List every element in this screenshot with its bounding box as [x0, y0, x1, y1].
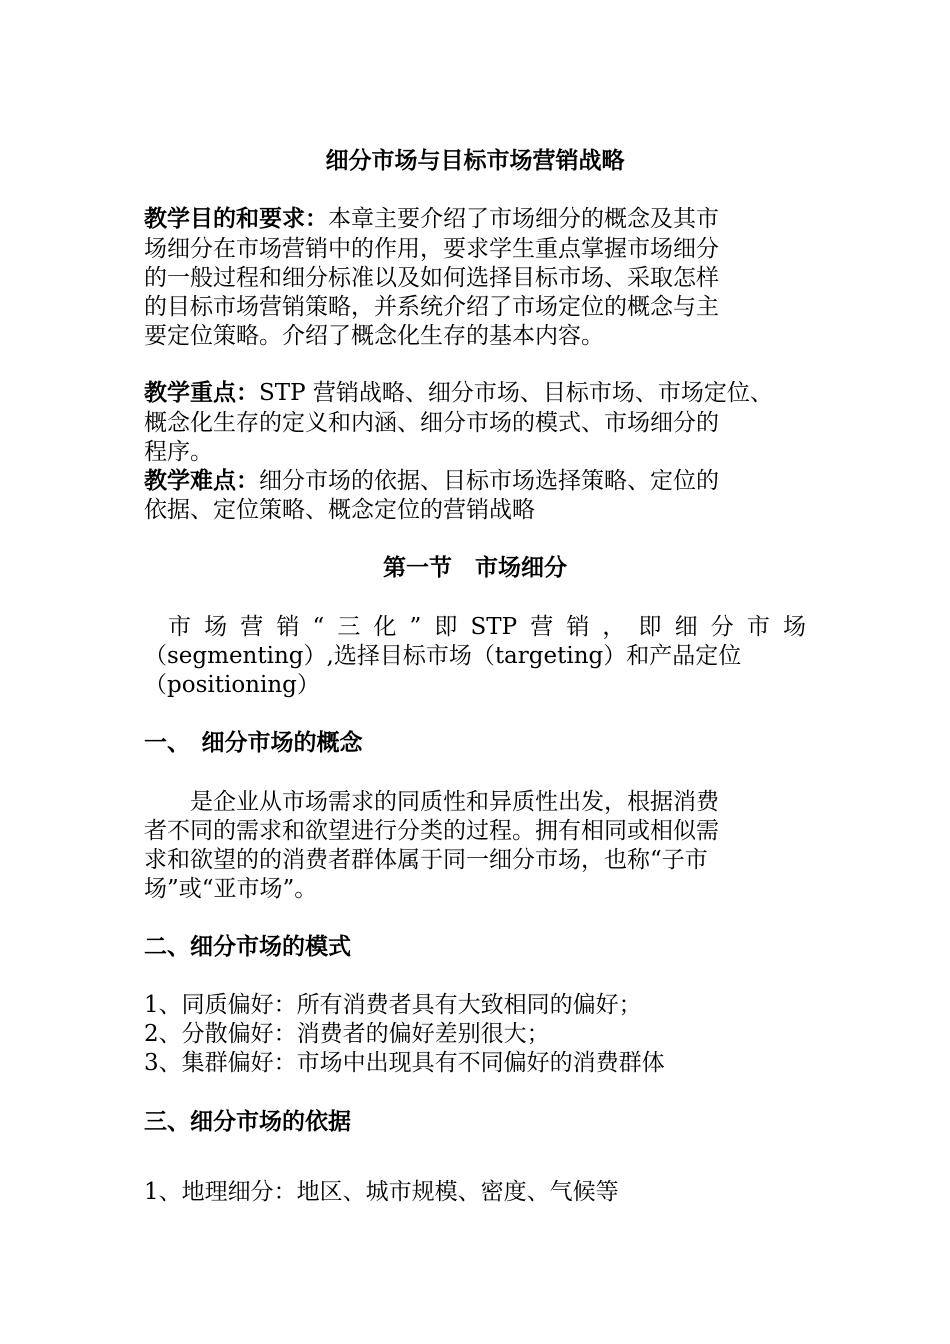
objectives-text: 本章主要介绍了市场细分的概念及其市 — [328, 206, 719, 232]
objectives-line-1 — [144, 204, 719, 234]
mode-item: 2、分散偏好：消费者的偏好差别很大； — [144, 1021, 550, 1047]
stp-char: 细 — [674, 614, 698, 640]
key-points-line-1 — [144, 378, 773, 408]
difficulties-line-1 — [144, 466, 719, 496]
document-title: 细分市场与目标市场营销战略 — [325, 148, 625, 174]
stp-char: 场 — [204, 614, 228, 640]
stp-char: ” — [409, 614, 422, 640]
heading-basis: 三、细分市场的依据 — [144, 1109, 351, 1135]
stp-char: STP — [470, 614, 518, 640]
key-points-label: 教学重点： — [144, 380, 259, 406]
stp-char: “ — [312, 614, 325, 640]
concept-line-3: 求和欲望的的消费者群体属于同一细分市场，也称“子市 — [144, 847, 708, 873]
objectives-line-5: 要定位策略。介绍了概念化生存的基本内容。 — [144, 323, 604, 349]
mode-item: 1、同质偏好：所有消费者具有大致相同的偏好； — [144, 992, 642, 1018]
objectives-line-2: 场细分在市场营销中的作用，要求学生重点掌握市场细分 — [144, 236, 719, 262]
stp-intro-line-3: （positioning） — [144, 672, 320, 698]
stp-char: 销 — [566, 614, 590, 640]
difficulties-text: 细分市场的依据、目标市场选择策略、定位的 — [259, 468, 719, 494]
stp-char: 即 — [434, 614, 458, 640]
objectives-line-3: 的一般过程和细分标准以及如何选择目标市场、采取怎样 — [144, 265, 719, 291]
key-points-line-3: 程序。 — [144, 439, 213, 465]
stp-char: 市 — [168, 614, 191, 640]
difficulties-line-2: 依据、定位策略、概念定位的营销战略 — [144, 497, 535, 523]
stp-char: 销 — [276, 614, 300, 640]
basis-item: 1、地理细分：地区、城市规模、密度、气候等 — [144, 1179, 619, 1205]
concept-line-1: 是企业从市场需求的同质性和异质性出发，根据消费 — [144, 789, 719, 815]
difficulties-label: 教学难点： — [144, 468, 259, 494]
stp-char: 化 — [373, 614, 397, 640]
mode-item: 3、集群偏好：市场中出现具有不同偏好的消费群体 — [144, 1050, 665, 1076]
stp-char: 场 — [782, 614, 806, 640]
stp-intro-line-1 — [144, 612, 806, 642]
stp-intro-line-2: （segmenting）,选择目标市场（targeting）和产品定位 — [144, 643, 742, 669]
stp-char: 市 — [746, 614, 770, 640]
stp-char: 三 — [337, 614, 361, 640]
stp-char: 即 — [638, 614, 662, 640]
stp-char: 分 — [710, 614, 734, 640]
concept-line-2: 者不同的需求和欲望进行分类的过程。拥有相同或相似需 — [144, 818, 719, 844]
heading-modes: 二、细分市场的模式 — [144, 934, 351, 960]
key-points-line-2: 概念化生存的定义和内涵、细分市场的模式、市场细分的 — [144, 410, 719, 436]
heading-concept: 一、 细分市场的概念 — [144, 730, 363, 756]
stp-char: ， — [602, 614, 626, 640]
stp-char: 营 — [240, 614, 264, 640]
objectives-label: 教学目的和要求： — [144, 206, 328, 232]
objectives-line-4: 的目标市场营销策略，并系统介绍了市场定位的概念与主 — [144, 294, 719, 320]
key-points-text: STP 营销战略、细分市场、目标市场、市场定位、 — [259, 380, 773, 406]
section-title: 第一节 市场细分 — [383, 555, 567, 581]
stp-char: 营 — [530, 614, 554, 640]
concept-line-4: 场”或“亚市场”。 — [144, 876, 318, 902]
